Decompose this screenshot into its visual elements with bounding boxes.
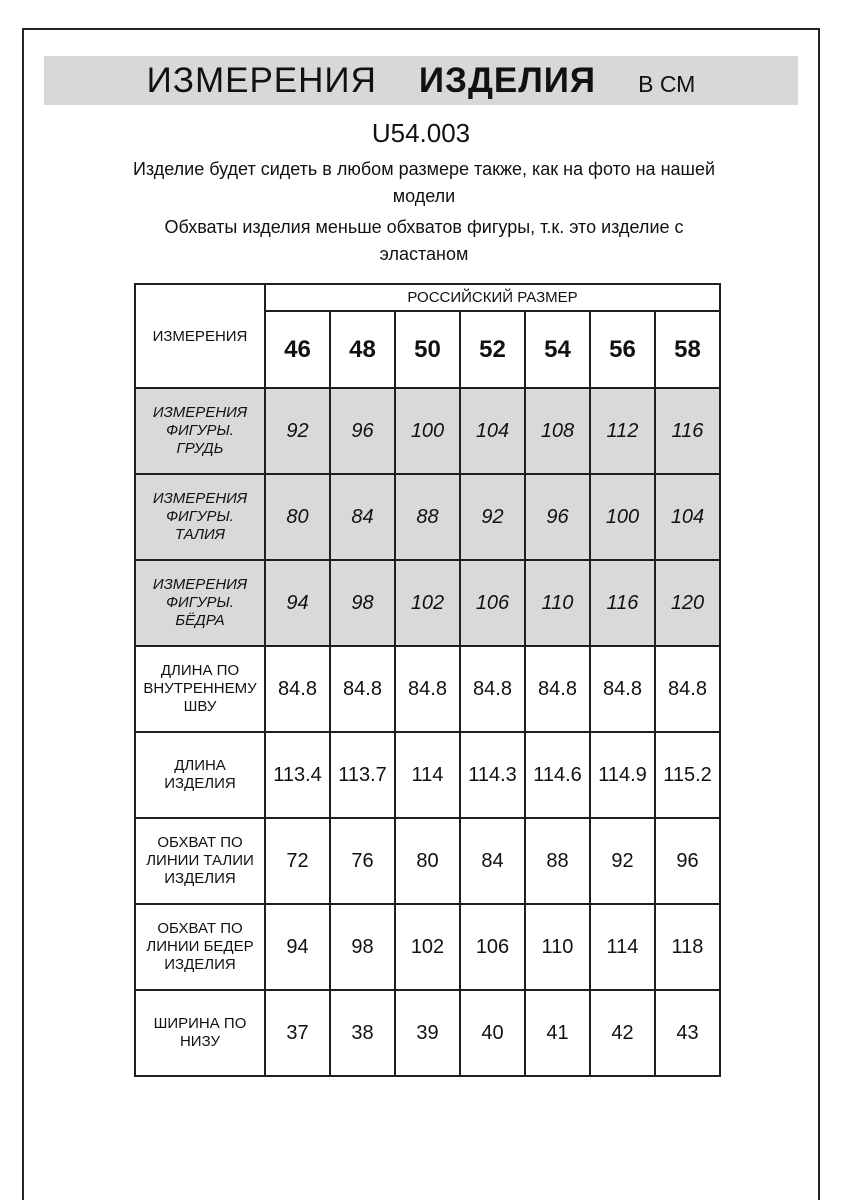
size-table-body xyxy=(135,284,720,1076)
measurement-row-label: ИЗМЕРЕНИЯ ФИГУРЫ. ГРУДЬ xyxy=(135,388,265,474)
measurement-value-cell: 100 xyxy=(590,474,655,560)
measurement-value-cell: 84.8 xyxy=(590,646,655,732)
measurement-value-cell: 106 xyxy=(460,904,525,990)
measurement-value-cell: 94 xyxy=(265,560,330,646)
size-header-cell: 58 xyxy=(655,311,720,388)
measurement-value-cell: 114.6 xyxy=(525,732,590,818)
measurement-value-cell: 113.4 xyxy=(265,732,330,818)
table-row xyxy=(135,388,720,474)
table-row xyxy=(135,732,720,818)
measurement-row-label: ОБХВАТ ПО ЛИНИИ ТАЛИИ ИЗДЕЛИЯ xyxy=(135,818,265,904)
measurement-value-cell: 110 xyxy=(525,904,590,990)
table-row xyxy=(135,818,720,904)
measurement-value-cell: 38 xyxy=(330,990,395,1076)
measurement-value-cell: 37 xyxy=(265,990,330,1076)
title-word-measurements: ИЗМЕРЕНИЯ xyxy=(146,61,377,100)
size-header-cell: 52 xyxy=(460,311,525,388)
measurement-value-cell: 108 xyxy=(525,388,590,474)
measurement-value-cell: 84.8 xyxy=(460,646,525,732)
size-header-cell: 46 xyxy=(265,311,330,388)
measurement-value-cell: 114.3 xyxy=(460,732,525,818)
measurement-value-cell: 88 xyxy=(395,474,460,560)
measurement-value-cell: 92 xyxy=(590,818,655,904)
title-word-product: ИЗДЕЛИЯ xyxy=(418,61,597,100)
measurement-value-cell: 96 xyxy=(330,388,395,474)
measurement-value-cell: 40 xyxy=(460,990,525,1076)
measurement-value-cell: 102 xyxy=(395,904,460,990)
measurement-value-cell: 84.8 xyxy=(395,646,460,732)
measurement-value-cell: 106 xyxy=(460,560,525,646)
measurement-value-cell: 84 xyxy=(460,818,525,904)
measurement-value-cell: 114.9 xyxy=(590,732,655,818)
table-row xyxy=(135,904,720,990)
measurement-value-cell: 114 xyxy=(590,904,655,990)
fit-note: Изделие будет сидеть в любом размере также, как на фото на нашей модели xyxy=(132,159,716,206)
measurement-value-cell: 98 xyxy=(330,904,395,990)
size-header-cell: 54 xyxy=(525,311,590,388)
measurement-value-cell: 114 xyxy=(395,732,460,818)
measurement-row-label: ДЛИНА ИЗДЕЛИЯ xyxy=(135,732,265,818)
size-table xyxy=(134,283,721,1077)
measurement-value-cell: 80 xyxy=(265,474,330,560)
corner-header-cell: ИЗМЕРЕНИЯ xyxy=(135,284,265,388)
measurement-value-cell: 84.8 xyxy=(525,646,590,732)
measurement-value-cell: 80 xyxy=(395,818,460,904)
measurement-value-cell: 39 xyxy=(395,990,460,1076)
measurement-value-cell: 98 xyxy=(330,560,395,646)
measurement-value-cell: 92 xyxy=(265,388,330,474)
russian-size-group-header: РОССИЙСКИЙ РАЗМЕР xyxy=(265,284,720,311)
measurement-value-cell: 120 xyxy=(655,560,720,646)
measurement-value-cell: 72 xyxy=(265,818,330,904)
measurement-value-cell: 116 xyxy=(590,560,655,646)
title-band xyxy=(44,56,798,105)
table-row xyxy=(135,646,720,732)
measurement-row-label: ШИРИНА ПО НИЗУ xyxy=(135,990,265,1076)
title-unit-cm: В СМ xyxy=(638,71,696,97)
measurement-value-cell: 88 xyxy=(525,818,590,904)
measurement-row-label: ДЛИНА ПО ВНУТРЕННЕМУ ШВУ xyxy=(135,646,265,732)
elastane-note: Обхваты изделия меньше обхватов фигуры, т.к. это изделие с эластаном xyxy=(164,217,684,264)
measurement-value-cell: 112 xyxy=(590,388,655,474)
measurement-value-cell: 100 xyxy=(395,388,460,474)
measurement-value-cell: 76 xyxy=(330,818,395,904)
measurement-value-cell: 84.8 xyxy=(265,646,330,732)
measurement-value-cell: 102 xyxy=(395,560,460,646)
measurement-value-cell: 43 xyxy=(655,990,720,1076)
table-row xyxy=(135,560,720,646)
measurement-row-label: ОБХВАТ ПО ЛИНИИ БЕДЕР ИЗДЕЛИЯ xyxy=(135,904,265,990)
table-row xyxy=(135,284,720,311)
measurement-value-cell: 104 xyxy=(655,474,720,560)
measurement-value-cell: 41 xyxy=(525,990,590,1076)
measurement-value-cell: 110 xyxy=(525,560,590,646)
measurement-value-cell: 115.2 xyxy=(655,732,720,818)
measurement-row-label: ИЗМЕРЕНИЯ ФИГУРЫ. ТАЛИЯ xyxy=(135,474,265,560)
measurement-value-cell: 94 xyxy=(265,904,330,990)
size-header-cell: 48 xyxy=(330,311,395,388)
measurement-value-cell: 84.8 xyxy=(330,646,395,732)
measurement-value-cell: 84.8 xyxy=(655,646,720,732)
measurement-value-cell: 96 xyxy=(655,818,720,904)
measurement-value-cell: 42 xyxy=(590,990,655,1076)
measurement-value-cell: 84 xyxy=(330,474,395,560)
size-header-cell: 56 xyxy=(590,311,655,388)
measurement-value-cell: 116 xyxy=(655,388,720,474)
table-row xyxy=(135,474,720,560)
measurement-value-cell: 104 xyxy=(460,388,525,474)
measurement-row-label: ИЗМЕРЕНИЯ ФИГУРЫ. БЁДРА xyxy=(135,560,265,646)
measurement-value-cell: 96 xyxy=(525,474,590,560)
measurement-value-cell: 92 xyxy=(460,474,525,560)
measurement-value-cell: 118 xyxy=(655,904,720,990)
table-row xyxy=(135,990,720,1076)
measurement-value-cell: 113.7 xyxy=(330,732,395,818)
size-header-cell: 50 xyxy=(395,311,460,388)
product-code: U54.003 xyxy=(371,118,471,148)
